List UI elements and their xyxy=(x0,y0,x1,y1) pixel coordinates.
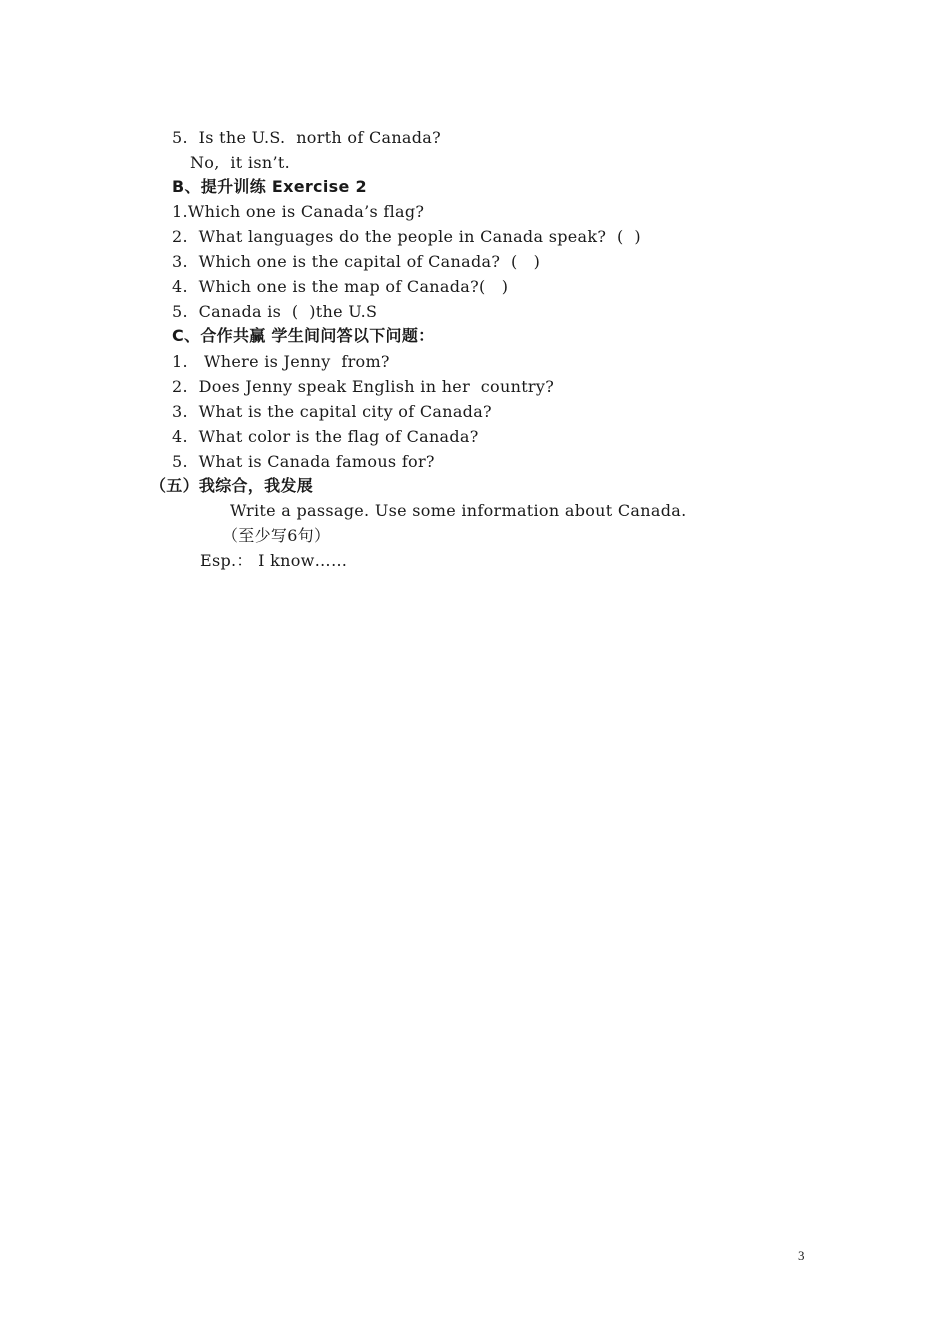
section-b-item-2: 2. What languages do the people in Canada speak? ( ) xyxy=(172,227,641,246)
section-c-item-4: 4. What color is the flag of Canada? xyxy=(172,427,479,446)
section-c-item-1: 1. Where is Jenny from? xyxy=(172,352,390,371)
section-b-heading: B、提升训练 Exercise 2 xyxy=(172,177,367,196)
section-b-item-1: 1.Which one is Canada’s flag? xyxy=(172,202,425,221)
section-b-item-3: 3. Which one is the capital of Canada? ( ) xyxy=(172,252,541,271)
exercise-a-answer-5: No, it isn’t. xyxy=(190,153,290,172)
page-number: 3 xyxy=(798,1248,805,1263)
exercise-a-question-5: 5. Is the U.S. north of Canada? xyxy=(172,128,442,147)
section-c-heading: C、合作共赢 学生间问答以下问题： xyxy=(172,326,435,345)
section-b-item-5: 5. Canada is ( )the U.S xyxy=(172,302,378,321)
writing-instruction: Write a passage. Use some information about Canada. xyxy=(230,501,687,520)
section-b-item-4: 4. Which one is the map of Canada?( ) xyxy=(172,277,509,296)
writing-note: （至少写6句） xyxy=(222,526,331,545)
section-five-heading: （五）我综合，我发展 xyxy=(150,476,314,495)
writing-example: Esp.： I know…… xyxy=(200,551,348,570)
section-c-item-5: 5. What is Canada famous for? xyxy=(172,452,435,471)
section-c-item-3: 3. What is the capital city of Canada? xyxy=(172,402,492,421)
section-c-item-2: 2. Does Jenny speak English in her country? xyxy=(172,377,555,396)
